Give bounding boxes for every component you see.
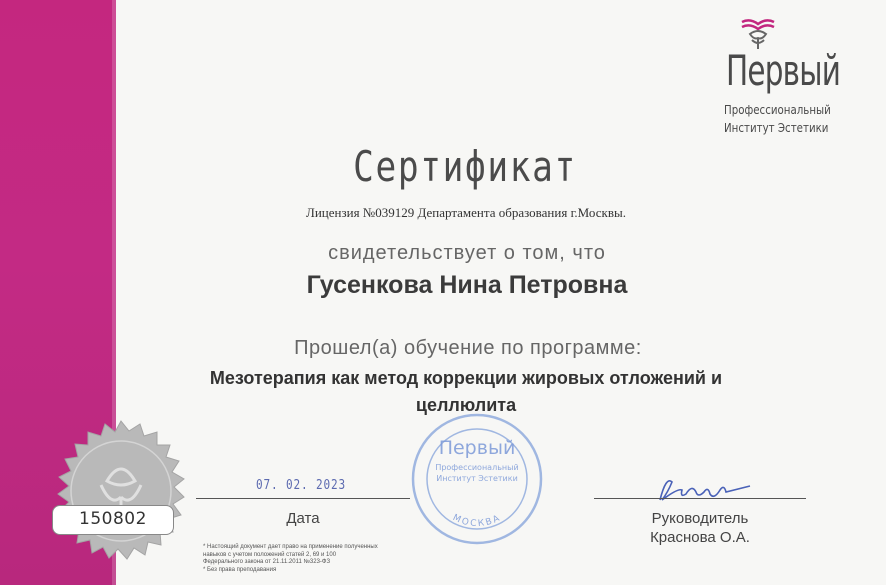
- stamp-line-1: Профессиональный: [435, 463, 519, 472]
- footnote-line: Федерального закона от 21.11.2011 №323-ФЗ: [203, 559, 331, 566]
- license-text: Лицензия №039129 Департамента образования г.Москвы.: [306, 205, 626, 220]
- stamp-city: МОСКВА: [450, 512, 504, 530]
- logo-word: Первый: [726, 46, 841, 95]
- svg-text:МОСКВА: [451, 513, 503, 529]
- footnotes: [203, 544, 423, 574]
- certificate-title: Сертификат: [353, 142, 577, 191]
- program-name: Мезотерапия как метод коррекции жировых отложений и целлюлита: [209, 368, 723, 415]
- issue-date: 07. 02. 2023: [256, 478, 347, 493]
- stamp-word: Первый: [438, 437, 516, 459]
- footnote-line: * Настоящий документ дает право на применение полученных: [203, 544, 378, 550]
- footnote-line: * Без права преподавания: [203, 566, 277, 573]
- book-flower-icon: [738, 16, 778, 50]
- certificate-number: 150802: [52, 505, 174, 535]
- logo-line-1: Профессиональный: [724, 102, 831, 117]
- signature-line: [594, 498, 806, 499]
- silver-seal: [50, 420, 192, 562]
- passed-text: Прошел(а) обучение по программе:: [294, 337, 642, 359]
- date-line: [196, 498, 410, 499]
- recipient-name: Гусенкова Нина Петровна: [306, 271, 628, 299]
- logo-line-2: Институт Эстетики: [724, 120, 829, 135]
- date-label: Дата: [286, 510, 320, 527]
- certifies-text: свидетельствует о том, что: [328, 242, 606, 264]
- stamp-line-2: Институт Эстетики: [436, 474, 518, 483]
- head-label: Руководитель: [651, 510, 749, 527]
- institute-logo: [716, 16, 841, 144]
- footnote-line: навыков с учетом положений статей 2, 69 и 100: [203, 551, 337, 558]
- official-stamp: [408, 410, 546, 548]
- head-name: Краснова О.А.: [650, 529, 750, 546]
- handwritten-signature: [652, 470, 762, 510]
